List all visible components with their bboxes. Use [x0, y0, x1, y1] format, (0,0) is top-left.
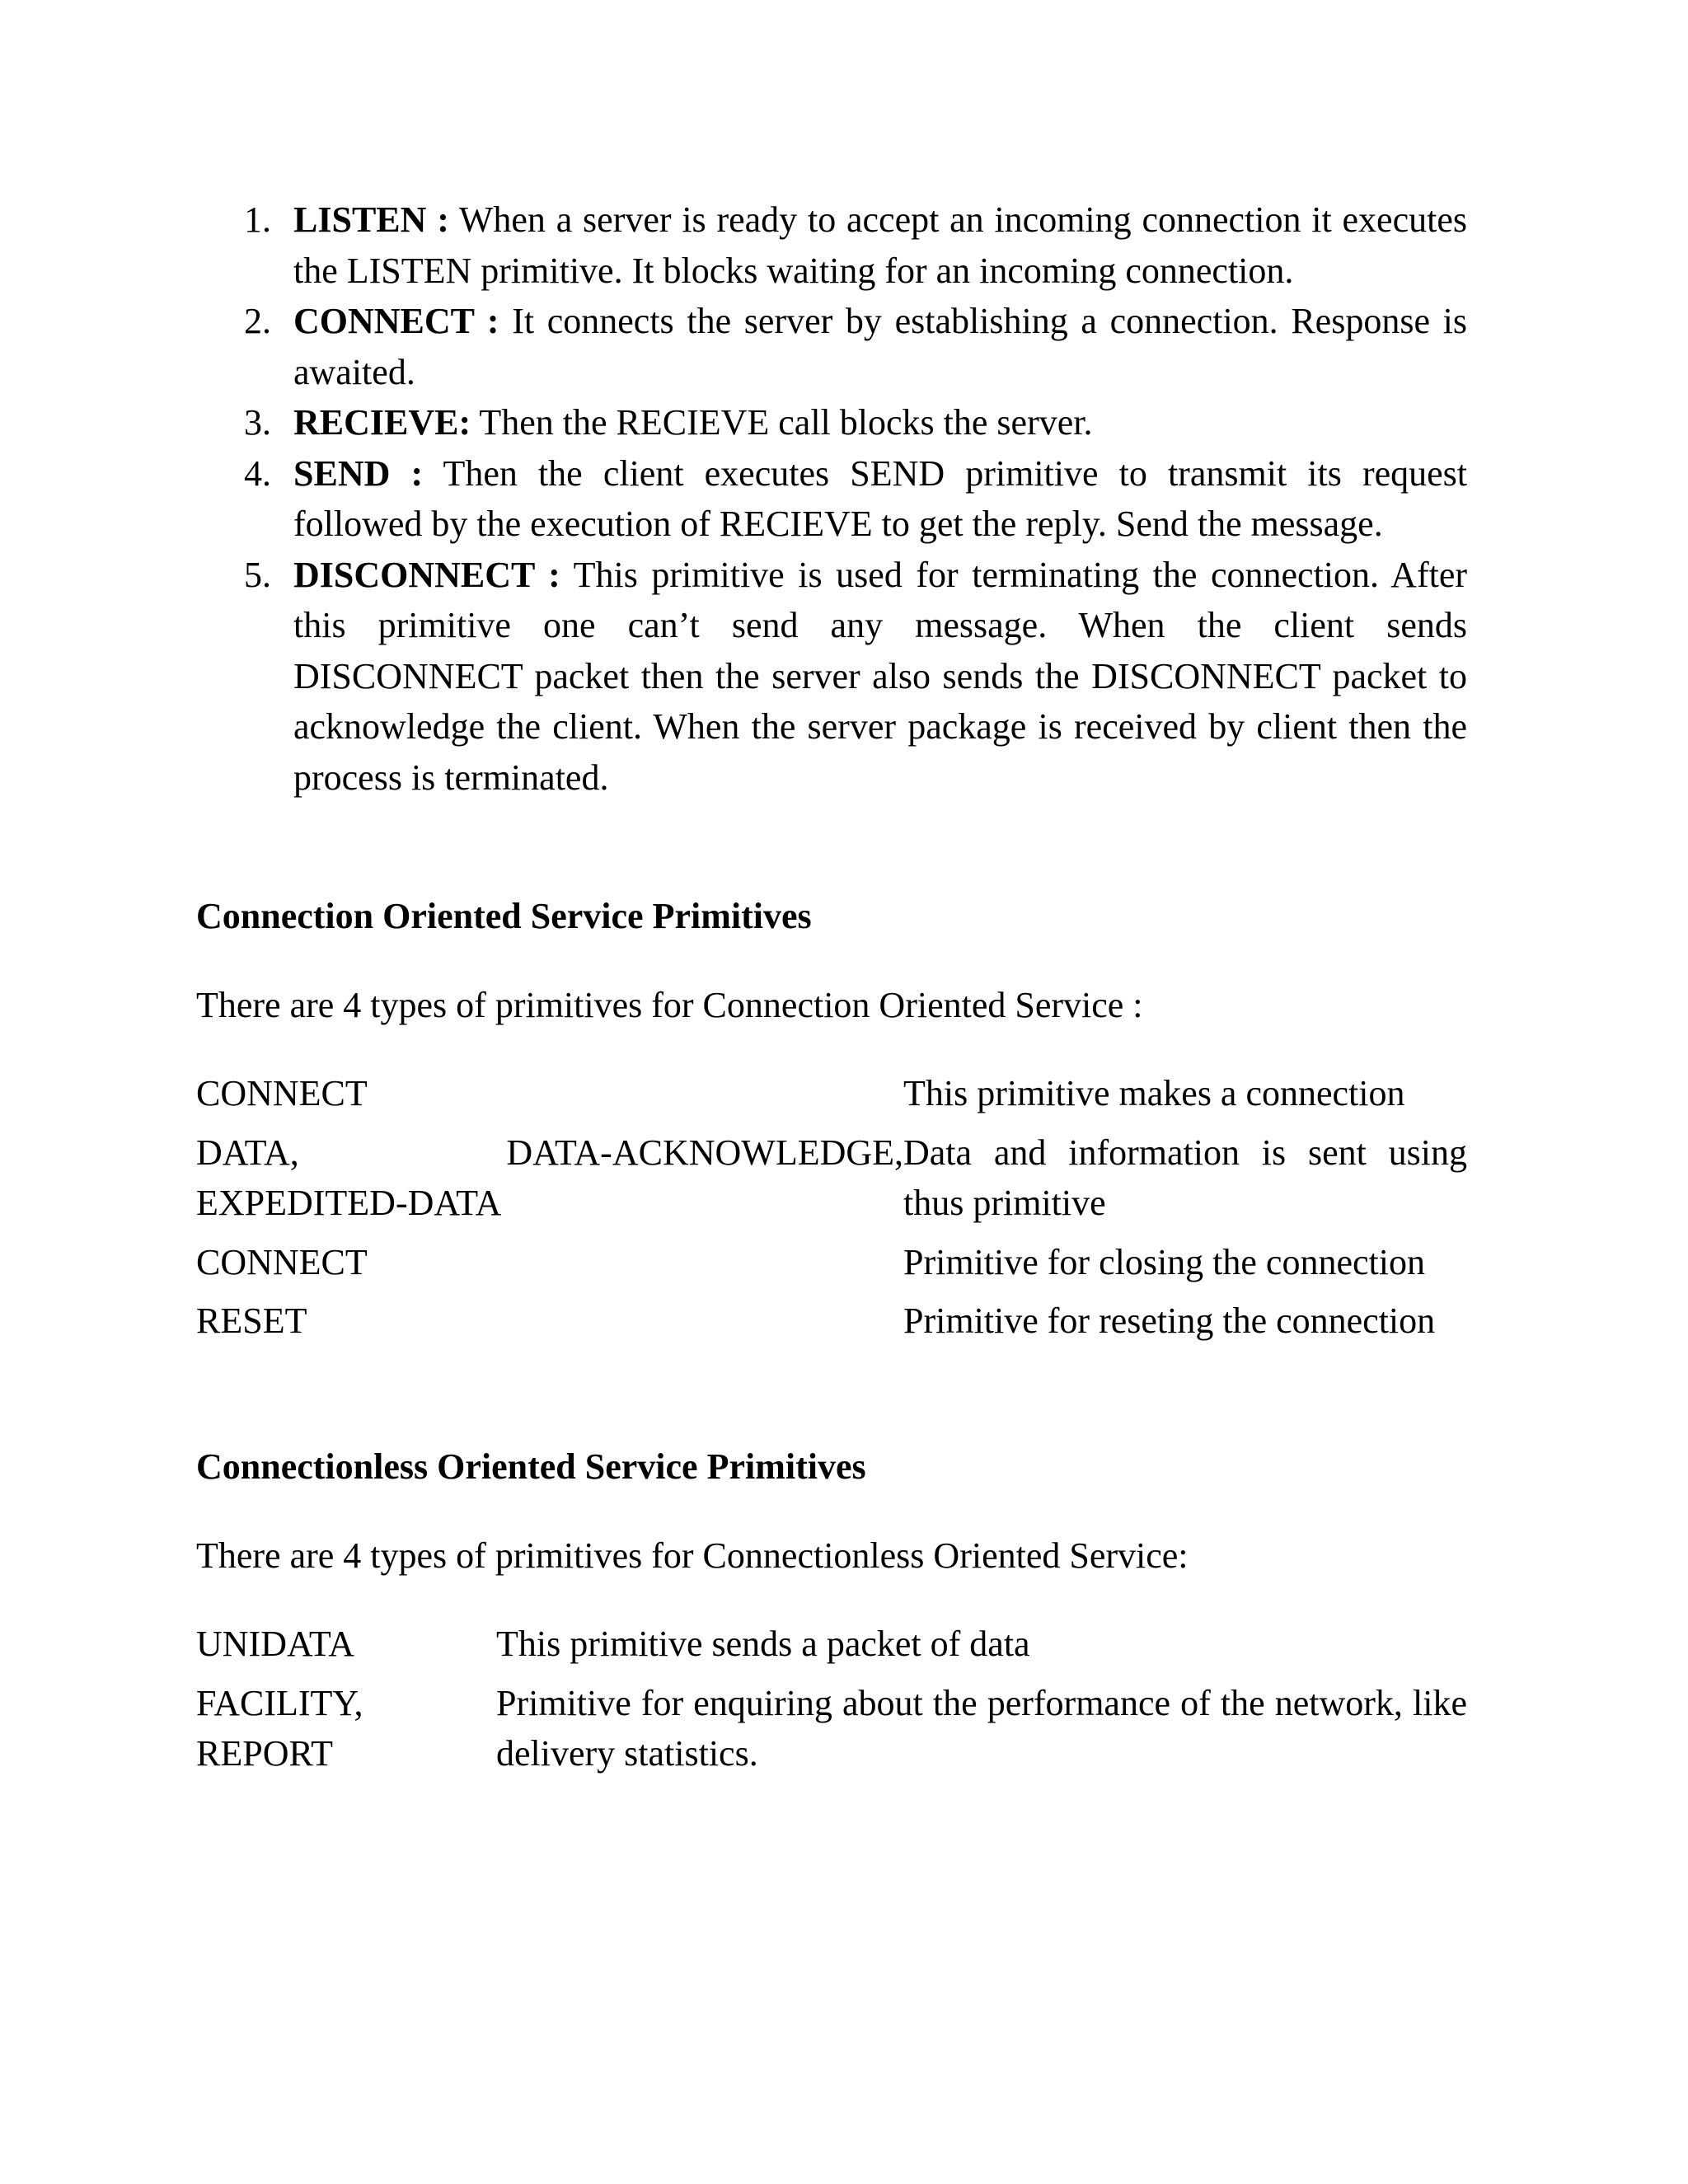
list-item-text: Then the RECIEVE call blocks the server. [471, 402, 1093, 443]
description-cell: Primitive for enquiring about the performance of the network, like delivery statistics. [496, 1682, 1467, 1774]
description-cell: This primitive makes a connection [903, 1073, 1405, 1113]
list-item-text: Then the client executes SEND primitive to transmit its request followed by the execution of RECIEVE to get the reply. Send the message. [293, 452, 1468, 544]
section-heading-connectionless: Connectionless Oriented Service Primitives [196, 1446, 866, 1487]
list-item-text: This primitive is used for terminating the connection. After this primitive one can’t send any message. When the client sends DISCONNECT packet then the server also sends the DISCONNECT packet to acknowledge the client. When the server package is received by client then the process is terminated. [293, 554, 1468, 798]
table-row [196, 1287, 1467, 1347]
list-item [0, 194, 1467, 296]
list-item-term: SEND : [293, 452, 424, 494]
description-cell: Primitive for closing the connection [903, 1241, 1425, 1282]
connectionless-table [196, 1619, 1467, 1779]
list-item-term: CONNECT : [293, 301, 499, 341]
description-cell: Primitive for reseting the connection [903, 1301, 1436, 1341]
section-heading-connection-oriented: Connection Oriented Service Primitives [196, 896, 812, 936]
table-row [196, 1119, 1467, 1229]
list-item-term: RECIEVE: [293, 402, 471, 443]
table-row [196, 1068, 1467, 1119]
list-item [0, 448, 1467, 550]
primitive-cell: CONNECT [196, 1073, 368, 1113]
primitive-cell: CONNECT [196, 1241, 368, 1282]
table-row [196, 1229, 1467, 1288]
list-item [0, 397, 1467, 448]
primitive-cell: FACILITY, REPORT [196, 1682, 363, 1774]
section-intro-connection-oriented: There are 4 types of primitives for Connection Oriented Service : [196, 985, 1143, 1025]
list-item-term: DISCONNECT : [293, 554, 560, 595]
list-item-number: 1. [244, 199, 271, 240]
list-item [0, 296, 1467, 397]
list-item-number: 2. [244, 301, 271, 341]
table-row [196, 1619, 1467, 1670]
list-item [0, 550, 1467, 804]
list-item-term: LISTEN : [293, 199, 449, 240]
primitive-cell: UNIDATA [196, 1624, 355, 1664]
list-item-number: 4. [244, 452, 271, 494]
list-item-number: 5. [244, 554, 271, 595]
primitive-cell: RESET [196, 1301, 307, 1341]
list-item-text: When a server is ready to accept an incoming connection it executes the LISTEN primitive. It blocks waiting for an incoming connection. [293, 199, 1467, 291]
list-item-number: 3. [244, 402, 271, 443]
connection-oriented-table [196, 1068, 1467, 1347]
list-item-text: It connects the server by establishing a connection. Response is awaited. [293, 301, 1467, 392]
description-cell: Data and information is sent using thus primitive [903, 1132, 1467, 1223]
table-row [196, 1670, 1467, 1779]
section-intro-connectionless: There are 4 types of primitives for Connectionless Oriented Service: [196, 1535, 1189, 1576]
primitive-cell: DATA, DATA-ACKNOWLEDGE, EXPEDITED-DATA [196, 1132, 903, 1223]
primitive-steps-list [0, 194, 1688, 803]
description-cell: This primitive sends a packet of data [496, 1624, 1030, 1664]
